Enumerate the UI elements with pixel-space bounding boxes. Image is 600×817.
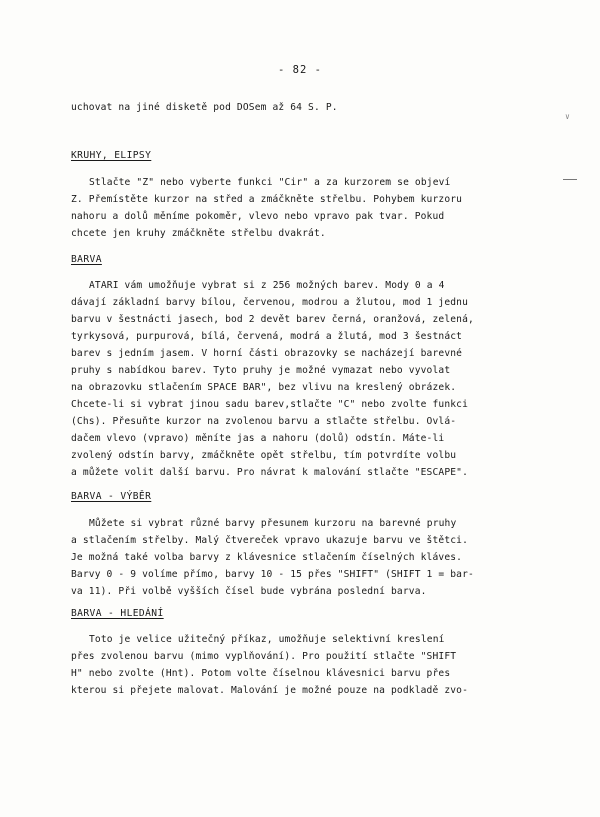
margin-dash bbox=[563, 179, 577, 180]
paragraph-line: Z. Přemístěte kurzor na střed a zmáčkněte střelbu. Pohybem kurzoru bbox=[71, 194, 463, 205]
section-heading-barva-hledani: BARVA - HLEDÁNÍ bbox=[71, 608, 164, 619]
paragraph-line: Stlačte "Z" nebo vyberte funkci "Cir" a za kurzorem se objeví bbox=[89, 177, 451, 188]
paragraph-line: dačem vlevo (vpravo) měníte jas a nahoru (dolů) odstín. Máte-li bbox=[71, 433, 445, 444]
section-heading-kruhy-elipsy: KRUHY, ELIPSY bbox=[71, 150, 152, 161]
paragraph-line: barev s jedním jasem. V horní části obrazovky se nacházejí barevné bbox=[71, 348, 463, 359]
paragraph-line: nahoru a dolů měníme pokoměr, vlevo nebo vpravo pak tvar. Pokud bbox=[71, 211, 445, 222]
margin-mark: ∨ bbox=[565, 112, 570, 121]
paragraph-line: pruhy s nabídkou barev. Tyto pruhy je možné vymazat nebo vyvolat bbox=[71, 365, 451, 376]
paragraph-line: H" nebo zvolte (Hnt). Potom volte číselnou klávesnici barvu přes bbox=[71, 668, 451, 679]
paragraph-line: zvolený odstín barvy, zmáčkněte opět střelbu, tím potvrdíte volbu bbox=[71, 450, 457, 461]
intro-line: uchovat na jiné disketě pod DOSem až 64 S. P. bbox=[71, 102, 338, 113]
paragraph-line: Můžete si vybrat různé barvy přesunem kurzoru na barevné pruhy bbox=[89, 518, 457, 529]
paragraph-line: dávají základní barvy bílou, červenou, modrou a žlutou, mod 1 jednu bbox=[71, 297, 469, 308]
paragraph-line: Je možná také volba barvy z klávesnice stlačením číselných kláves. bbox=[71, 552, 463, 563]
paragraph-line: a můžete volit další barvu. Pro návrat k malování stlačte "ESCAPE". bbox=[71, 467, 469, 478]
paragraph-line: chcete jen kruhy zmáčkněte střelbu dvakrát. bbox=[71, 228, 326, 239]
paragraph-line: Toto je velice užitečný příkaz, umožňuje selektivní kreslení bbox=[89, 634, 445, 645]
page-number: - 82 - bbox=[278, 64, 322, 76]
paragraph-line: (Chs). Přesuňte kurzor na zvolenou barvu a stlačte střelbu. Ovlá- bbox=[71, 416, 457, 427]
paragraph-line: a stlačením střelby. Malý čtvereček vpravo ukazuje barvu ve štětci. bbox=[71, 535, 469, 546]
paragraph-line: Barvy 0 - 9 volíme přímo, barvy 10 - 15 přes "SHIFT" (SHIFT 1 = bar- bbox=[71, 569, 474, 580]
section-heading-barva-vyber: BARVA - VÝBĚR bbox=[71, 491, 152, 502]
paragraph-line: barvu v šestnácti jasech, bod 2 devět barev černá, oranžová, zelená, bbox=[71, 314, 474, 325]
paragraph-line: tyrkysová, purpurová, bílá, červená, modrá a žlutá, mod 3 šestnáct bbox=[71, 331, 463, 342]
paragraph-line: na obrazovku stlačením SPACE BAR", bez vlivu na kreslený obrázek. bbox=[71, 382, 457, 393]
paragraph-line: ATARI vám umožňuje vybrat si z 256 možných barev. Mody 0 a 4 bbox=[89, 280, 445, 291]
paragraph-line: kterou si přejete malovat. Malování je možné pouze na podkladě zvo- bbox=[71, 685, 469, 696]
paragraph-line: va 11). Při volbě vyšších čísel bude vybrána poslední barva. bbox=[71, 586, 427, 597]
section-heading-barva: BARVA bbox=[71, 254, 102, 265]
paragraph-line: přes zvolenou barvu (mimo vyplňování). Pro použití stlačte "SHIFT bbox=[71, 651, 457, 662]
paragraph-line: Chcete-li si vybrat jinou sadu barev,stlačte "C" nebo zvolte funkci bbox=[71, 399, 469, 410]
